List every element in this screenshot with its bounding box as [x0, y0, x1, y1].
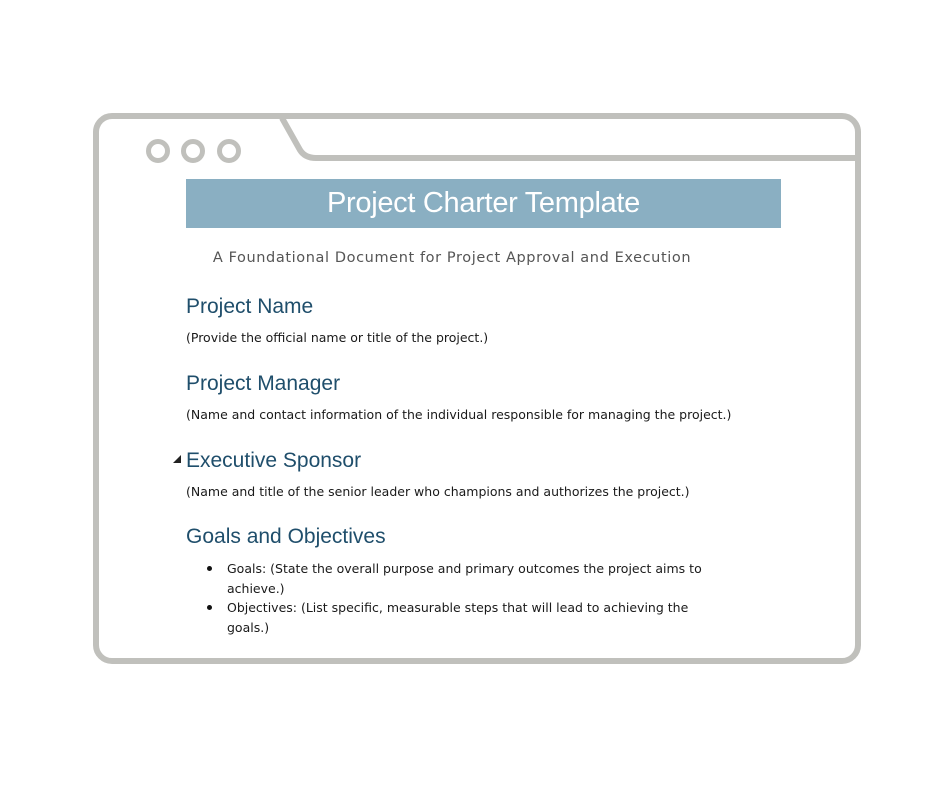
title-banner — [186, 179, 781, 228]
window-dot-icon[interactable] — [146, 139, 170, 163]
list-item — [206, 559, 706, 598]
section-goals-objectives — [186, 524, 746, 550]
section-heading: Goals and Objectives — [186, 525, 386, 548]
window-dot-icon[interactable] — [217, 139, 241, 163]
section-heading: Project Name — [186, 295, 314, 318]
section-heading: Project Manager — [186, 372, 341, 395]
document-title: Project Charter Template — [326, 187, 641, 219]
bullet-dot-icon — [207, 605, 212, 610]
section-executive-sponsor — [186, 448, 746, 501]
section-description: (Name and title of the senior leader who champions and authorizes the project.) — [186, 484, 690, 499]
section-description: (Name and contact information of the individual responsible for managing the project.) — [186, 407, 732, 422]
list-item-text: Goals: (State the overall purpose and primary outcomes the project aims to achieve.) — [227, 561, 702, 596]
tab-bar-divider — [282, 118, 856, 158]
window-dot-icon[interactable] — [181, 139, 205, 163]
bullet-dot-icon — [207, 566, 212, 571]
goals-bullet-list — [206, 559, 706, 637]
list-item — [206, 598, 706, 637]
list-item-text: Objectives: (List specific, measurable steps that will lead to achieving the goals.) — [227, 600, 689, 635]
section-project-name — [186, 294, 746, 347]
document-subtitle: A Foundational Document for Project Approval and Execution — [212, 250, 692, 266]
section-description: (Provide the official name or title of the project.) — [186, 330, 489, 345]
section-heading: Executive Sponsor — [186, 449, 362, 472]
collapse-triangle-icon[interactable] — [173, 455, 181, 463]
section-project-manager — [186, 371, 746, 424]
